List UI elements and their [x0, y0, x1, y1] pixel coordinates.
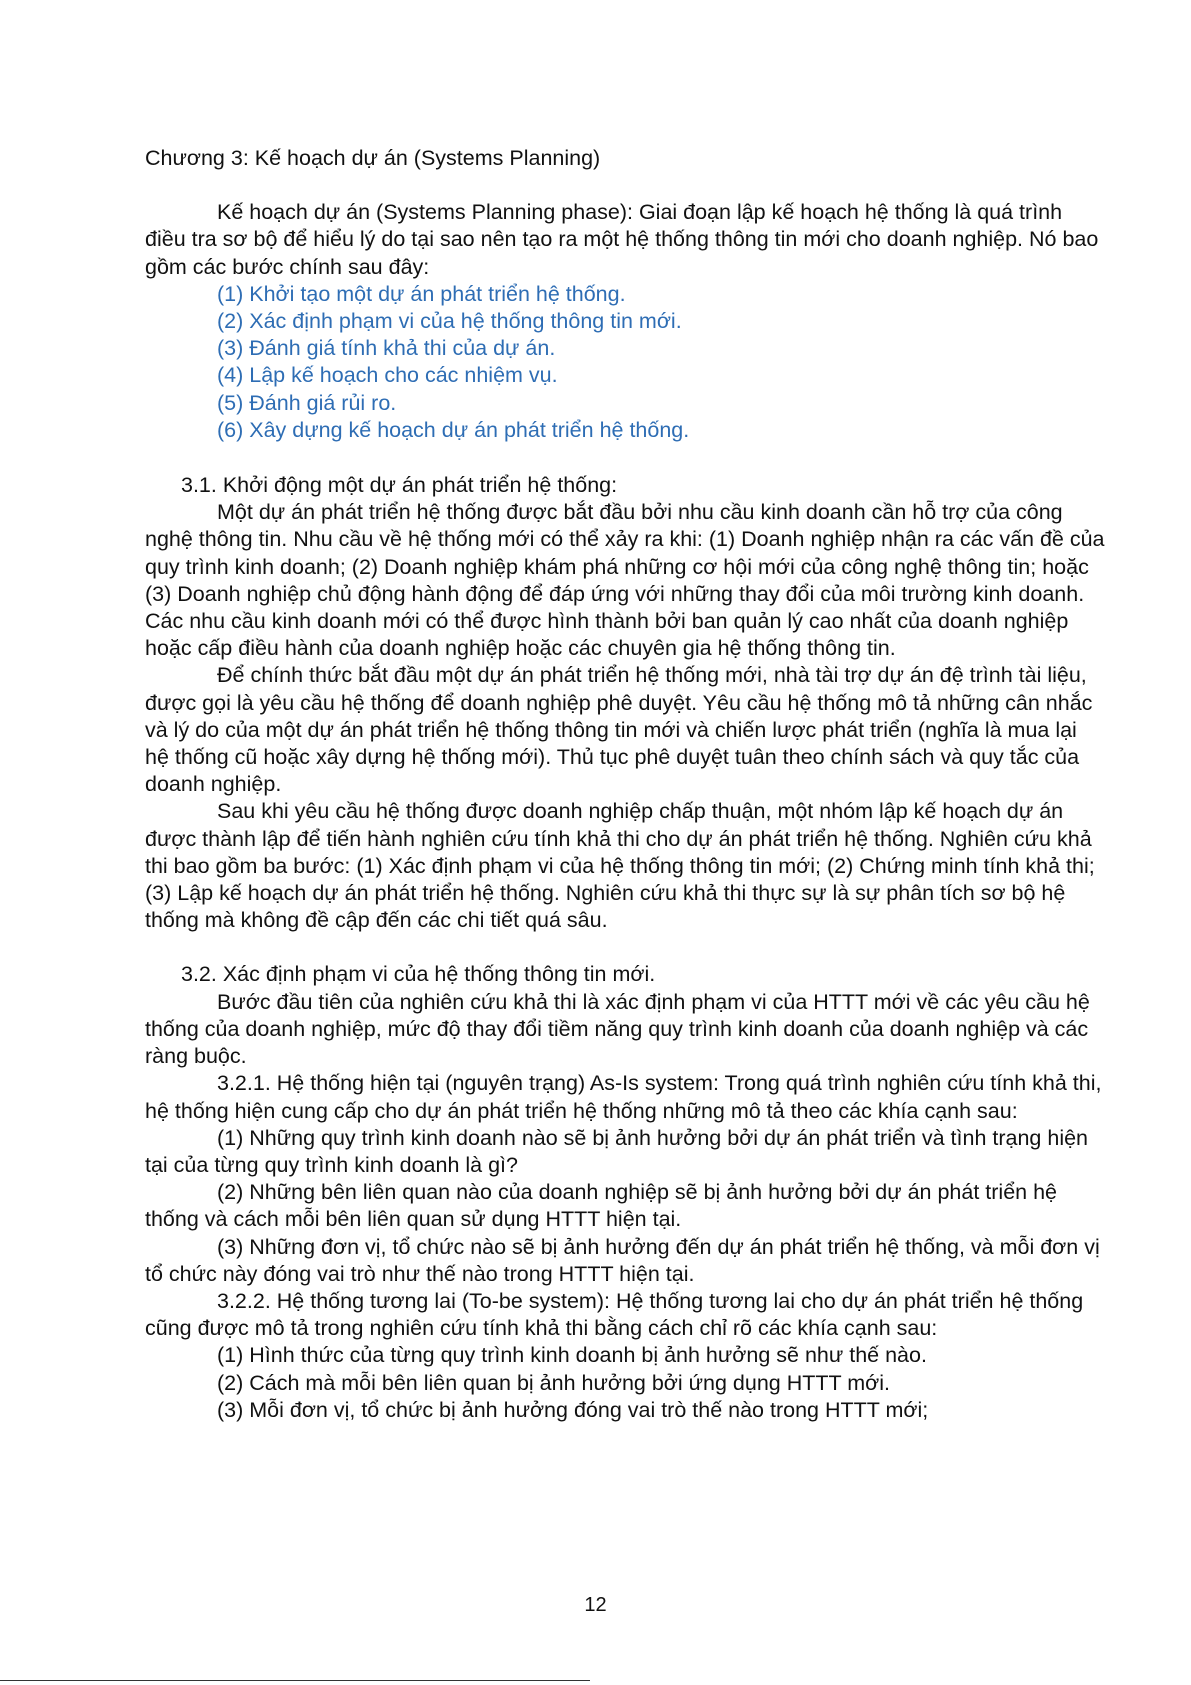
paragraph: Để chính thức bắt đầu một dự án phát triển hệ thống mới, nhà tài trợ dự án đệ trình tài liệu, được gọi là yêu cầu hệ thống để doanh nghiệp phê duyệt. Yêu cầu hệ thống mô tả những cân nhắc và lý do của một dự án phát triển hệ thống thông tin mới và chiến lược phát triển (nghĩa là mua lại hệ thống cũ hoặc xây dựng hệ thống mới). Thủ tục phê duyệt tuân theo chính sách và quy tắc của doanh nghiệp. [145, 663, 1093, 797]
paragraph: Bước đầu tiên của nghiên cứu khả thi là xác định phạm vi của HTTT mới về các yêu cầu hệ thống của doanh nghiệp, mức độ thay đổi tiềm năng quy trình kinh doanh của doanh nghiệp và các ràng buộc. [145, 989, 1090, 1069]
list-item: (5) Đánh giá rủi ro. [217, 390, 397, 415]
page-number: 12 [584, 1594, 607, 1616]
list-item: (3) Đánh giá tính khả thi của dự án. [217, 336, 556, 361]
subsection-to-be: 3.2.2. Hệ thống tương lai (To-be system): Hệ thống tương lai cho dự án phát triển hệ thống cũng được mô tả trong nghiên cứu tính khả thi bằng cách chỉ rõ các khía cạnh sau: [145, 1288, 1084, 1341]
list-item: (2) Những bên liên quan nào của doanh nghiệp sẽ bị ảnh hưởng bởi dự án phát triển hệ thống và cách mỗi bên liên quan sử dụng HTTT hiện tại. [145, 1180, 1058, 1232]
list-item: (1) Những quy trình kinh doanh nào sẽ bị ảnh hưởng bởi dự án phát triển và tình trạng hiện tại của từng quy trình kinh doanh là gì? [145, 1125, 1089, 1177]
steps-list [145, 281, 1105, 444]
list-item: (3) Những đơn vị, tổ chức nào sẽ bị ảnh hưởng đến dự án phát triển hệ thống, và mỗi đơn vị tổ chức này đóng vai trò như thế nào trong HTTT hiện tại. [145, 1234, 1100, 1286]
list-item: (6) Xây dựng kế hoạch dự án phát triển hệ thống. [217, 417, 690, 442]
list-item: (4) Lập kế hoạch cho các nhiệm vụ. [217, 363, 558, 388]
intro-paragraph: Kế hoạch dự án (Systems Planning phase): Giai đoạn lập kế hoạch hệ thống là quá trình điều tra sơ bộ để hiểu lý do tại sao nên tạo ra một hệ thống thông tin mới cho doanh nghiệp. Nó bao gồm các bước chính sau đây: [145, 200, 1099, 279]
section-3-2-heading: 3.2. Xác định phạm vi của hệ thống thông tin mới. [181, 962, 656, 987]
paragraph: Sau khi yêu cầu hệ thống được doanh nghiệp chấp thuận, một nhóm lập kế hoạch dự án được thành lập để tiến hành nghiên cứu tính khả thi cho dự án phát triển hệ thống. Nghiên cứu khả thi bao gồm ba bước: (1) Xác định phạm vi của hệ thống thông tin mới; (2) Chứng minh tính khả thi; (3) Lập kế hoạch dự án phát triển hệ thống. Nghiên cứu khả thi thực sự là sự phân tích sơ bộ hệ thống mà không đề cập đến các chi tiết quá sâu. [145, 799, 1095, 933]
subsection-as-is: 3.2.1. Hệ thống hiện tại (nguyên trạng) As-Is system: Trong quá trình nghiên cứu tính khả thi, hệ thống hiện cung cấp cho dự án phát triển hệ thống những mô tả theo các khía cạnh sau: [145, 1071, 1102, 1123]
list-item: (3) Mỗi đơn vị, tổ chức bị ảnh hưởng đóng vai trò thế nào trong HTTT mới; [217, 1397, 929, 1422]
section-3-1-heading: 3.1. Khởi động một dự án phát triển hệ thống: [181, 473, 618, 498]
footer-divider [0, 1680, 590, 1681]
page-content [145, 145, 1105, 1424]
list-item: (2) Cách mà mỗi bên liên quan bị ảnh hưởng bởi ứng dụng HTTT mới. [217, 1370, 891, 1395]
list-item: (2) Xác định phạm vi của hệ thống thông tin mới. [217, 309, 682, 334]
list-item: (1) Khởi tạo một dự án phát triển hệ thống. [217, 281, 626, 306]
list-item: (1) Hình thức của từng quy trình kinh doanh bị ảnh hưởng sẽ như thế nào. [217, 1343, 927, 1368]
chapter-title: Chương 3: Kế hoạch dự án (Systems Planning) [145, 146, 601, 170]
paragraph: Một dự án phát triển hệ thống được bắt đầu bởi nhu cầu kinh doanh cần hỗ trợ của công nghệ thông tin. Nhu cầu về hệ thống mới có thể xảy ra khi: (1) Doanh nghiệp nhận ra các vấn đề của quy trình kinh doanh; (2) Doanh nghiệp khám phá những cơ hội mới của công nghệ thông tin; hoặc (3) Doanh nghiệp chủ động hành động để đáp ứng với những thay đổi của môi trường kinh doanh. Các nhu cầu kinh doanh mới có thể được hình thành bởi ban quản lý cao nhất của doanh nghiệp hoặc cấp điều hành của doanh nghiệp hoặc các chuyên gia hệ thống thông tin. [145, 500, 1105, 661]
